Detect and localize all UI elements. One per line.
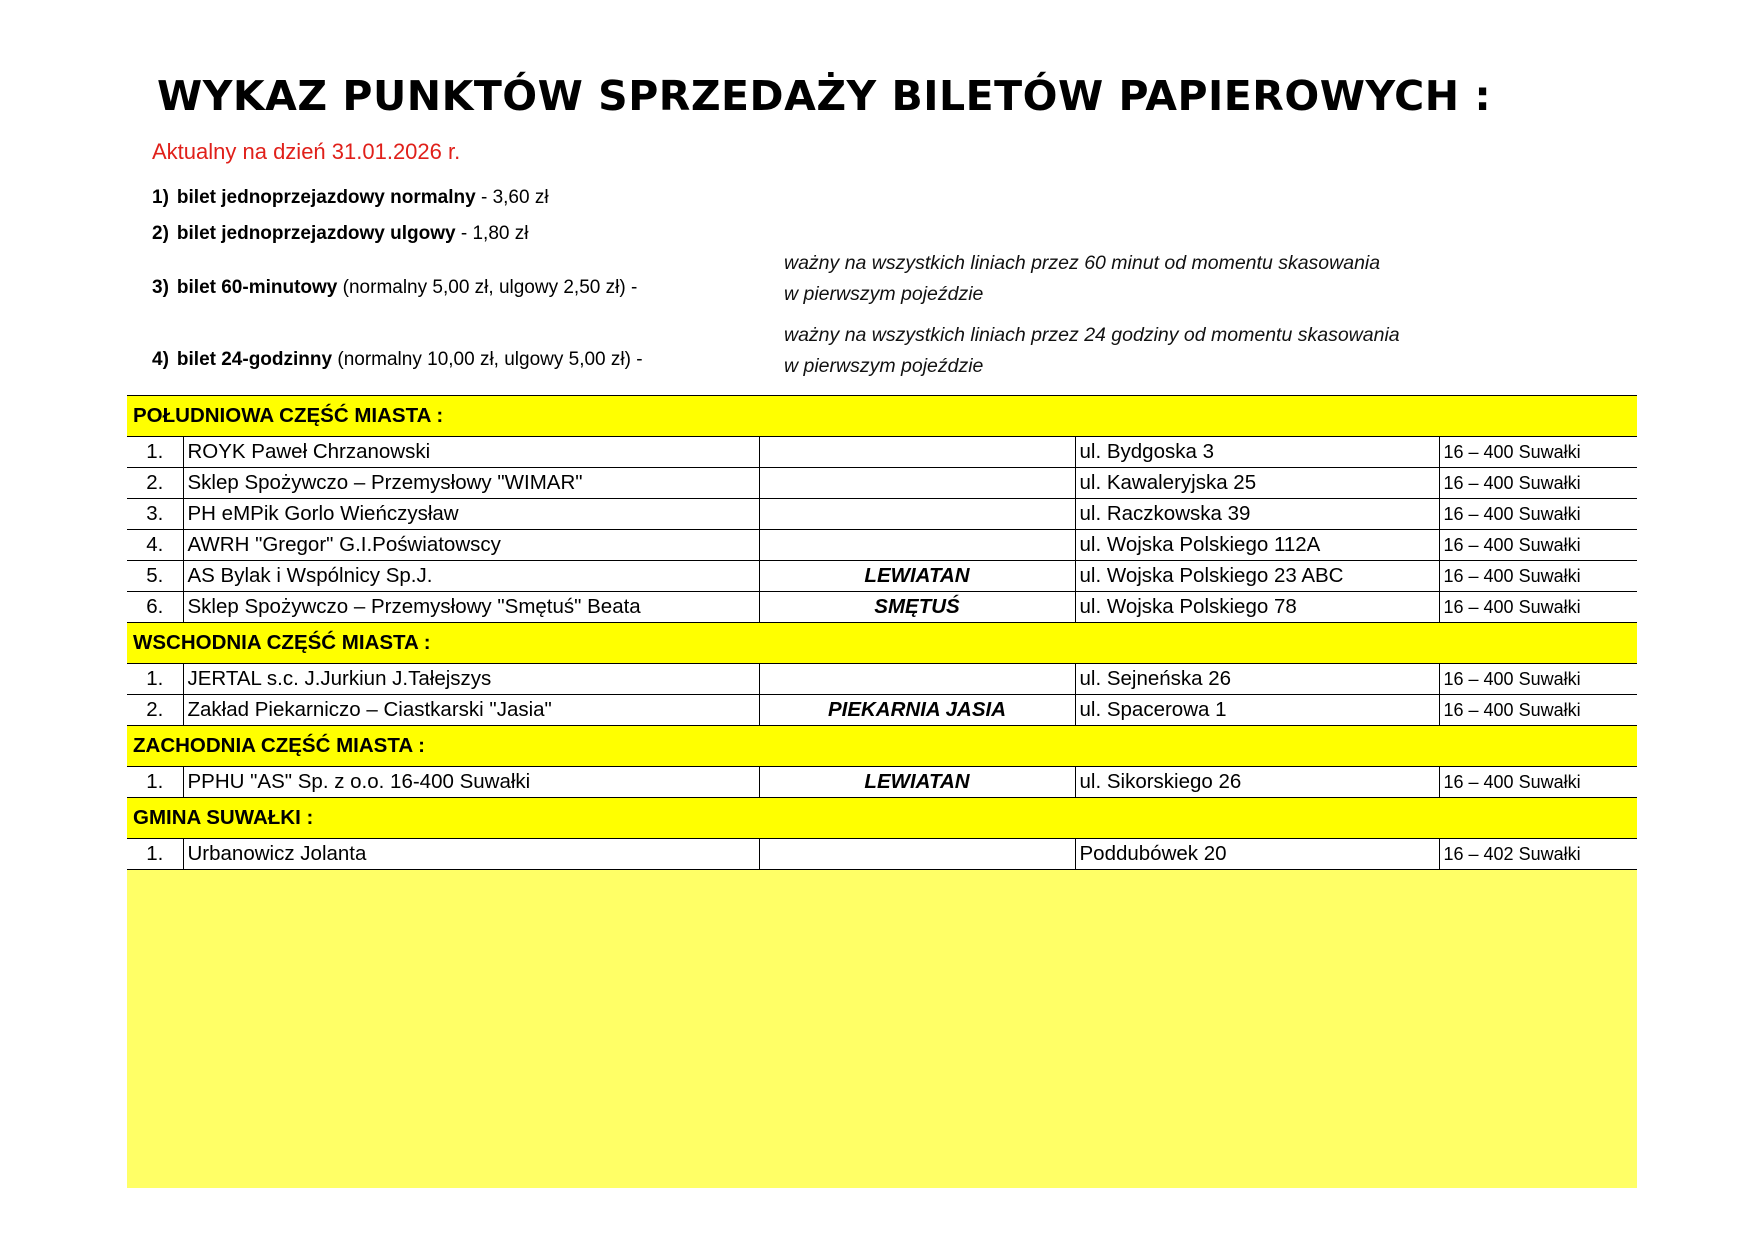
- address: ul. Wojska Polskiego 78: [1075, 592, 1439, 623]
- table-row: [127, 695, 1637, 726]
- address: ul. Wojska Polskiego 112A: [1075, 530, 1439, 561]
- ticket-name: bilet 60-minutowy: [176, 277, 338, 298]
- postal-city: 16 – 400 Suwałki: [1439, 767, 1637, 798]
- section-heading: WSCHODNIA CZĘŚĆ MIASTA :: [127, 623, 1637, 664]
- seller-name: Sklep Spożywczo – Przemysłowy "Smętuś" Beata: [183, 592, 759, 623]
- ticket-name: bilet jednoprzejazdowy ulgowy: [176, 223, 456, 244]
- ticket-detail: - 1,80 zł: [455, 223, 529, 244]
- brand: [759, 499, 1075, 530]
- table-row: [127, 592, 1637, 623]
- row-number: 3.: [127, 499, 183, 530]
- brand: [759, 468, 1075, 499]
- address: ul. Sejneńska 26: [1075, 664, 1439, 695]
- postal-city: 16 – 400 Suwałki: [1439, 530, 1637, 561]
- address: ul. Kawaleryjska 25: [1075, 468, 1439, 499]
- postal-city: 16 – 400 Suwałki: [1439, 592, 1637, 623]
- brand: PIEKARNIA JASIA: [759, 695, 1075, 726]
- address: ul. Bydgoska 3: [1075, 437, 1439, 468]
- ticket-name: bilet 24-godzinny: [176, 349, 333, 370]
- brand: [759, 530, 1075, 561]
- ticket-note-3: [784, 248, 1380, 310]
- sales-points-table: [127, 395, 1637, 870]
- section-header-south: [127, 396, 1637, 437]
- brand: [759, 664, 1075, 695]
- brand: [759, 437, 1075, 468]
- row-number: 2.: [127, 468, 183, 499]
- ticket-note-line: w pierwszym pojeździe: [784, 283, 984, 305]
- section-heading: ZACHODNIA CZĘŚĆ MIASTA :: [127, 726, 1637, 767]
- address: ul. Spacerowa 1: [1075, 695, 1439, 726]
- row-number: 2.: [127, 695, 183, 726]
- ticket-note-line: ważny na wszystkich liniach przez 60 minut od momentu skasowania: [784, 252, 1381, 274]
- date-line: Aktualny na dzień 31.01.2026 r.: [152, 139, 461, 164]
- row-number: 1.: [127, 664, 183, 695]
- table-row: [127, 664, 1637, 695]
- table-row: [127, 468, 1637, 499]
- ticket-name: bilet jednoprzejazdowy normalny: [176, 187, 476, 208]
- brand: [759, 839, 1075, 870]
- table-row: [127, 561, 1637, 592]
- section-heading: GMINA SUWAŁKI :: [127, 798, 1637, 839]
- address: ul. Raczkowska 39: [1075, 499, 1439, 530]
- section-header-gmina: [127, 798, 1637, 839]
- row-number: 6.: [127, 592, 183, 623]
- brand: LEWIATAN: [759, 561, 1075, 592]
- row-number: 1.: [127, 839, 183, 870]
- address: ul. Wojska Polskiego 23 ABC: [1075, 561, 1439, 592]
- brand: SMĘTUŚ: [759, 592, 1075, 623]
- ticket-item-4: [152, 349, 643, 371]
- seller-name: PPHU "AS" Sp. z o.o. 16-400 Suwałki: [183, 767, 759, 798]
- ticket-note-line: ważny na wszystkich liniach przez 24 godziny od momentu skasowania: [784, 324, 1400, 346]
- seller-name: AWRH "Gregor" G.I.Poświatowscy: [183, 530, 759, 561]
- postal-city: 16 – 400 Suwałki: [1439, 664, 1637, 695]
- seller-name: Zakład Piekarniczo – Ciastkarski "Jasia": [183, 695, 759, 726]
- table-row: [127, 530, 1637, 561]
- seller-name: PH eMPik Gorlo Wieńczysław: [183, 499, 759, 530]
- table-row: [127, 767, 1637, 798]
- ticket-item-1: [152, 187, 549, 209]
- table-row: [127, 499, 1637, 530]
- ticket-detail: (normalny 5,00 zł, ulgowy 2,50 zł) -: [337, 277, 638, 298]
- seller-name: Urbanowicz Jolanta: [183, 839, 759, 870]
- ticket-item-2: [152, 223, 528, 245]
- address: Poddubówek 20: [1075, 839, 1439, 870]
- ticket-detail: - 3,60 zł: [475, 187, 549, 208]
- brand: LEWIATAN: [759, 767, 1075, 798]
- ticket-number: 2): [152, 223, 169, 244]
- section-heading: POŁUDNIOWA CZĘŚĆ MIASTA :: [127, 396, 1637, 437]
- page-title: WYKAZ PUNKTÓW SPRZEDAŻY BILETÓW PAPIEROWYCH :: [157, 72, 1492, 120]
- ticket-detail: (normalny 10,00 zł, ulgowy 5,00 zł) -: [332, 349, 643, 370]
- address: ul. Sikorskiego 26: [1075, 767, 1439, 798]
- row-number: 1.: [127, 437, 183, 468]
- seller-name: AS Bylak i Wspólnicy Sp.J.: [183, 561, 759, 592]
- ticket-number: 1): [152, 187, 169, 208]
- postal-city: 16 – 400 Suwałki: [1439, 437, 1637, 468]
- table-row: [127, 839, 1637, 870]
- row-number: 4.: [127, 530, 183, 561]
- table-row: [127, 437, 1637, 468]
- ticket-item-3: [152, 277, 637, 299]
- seller-name: ROYK Paweł Chrzanowski: [183, 437, 759, 468]
- postal-city: 16 – 400 Suwałki: [1439, 695, 1637, 726]
- seller-name: JERTAL s.c. J.Jurkiun J.Tałejszys: [183, 664, 759, 695]
- ticket-note-line: w pierwszym pojeździe: [784, 355, 984, 377]
- postal-city: 16 – 402 Suwałki: [1439, 839, 1637, 870]
- postal-city: 16 – 400 Suwałki: [1439, 499, 1637, 530]
- seller-name: Sklep Spożywczo – Przemysłowy "WIMAR": [183, 468, 759, 499]
- ticket-number: 4): [152, 349, 169, 370]
- postal-city: 16 – 400 Suwałki: [1439, 468, 1637, 499]
- ticket-note-4: [784, 320, 1400, 382]
- document-sheet: [127, 58, 1637, 1188]
- postal-city: 16 – 400 Suwałki: [1439, 561, 1637, 592]
- row-number: 5.: [127, 561, 183, 592]
- section-header-east: [127, 623, 1637, 664]
- row-number: 1.: [127, 767, 183, 798]
- section-header-west: [127, 726, 1637, 767]
- ticket-number: 3): [152, 277, 169, 298]
